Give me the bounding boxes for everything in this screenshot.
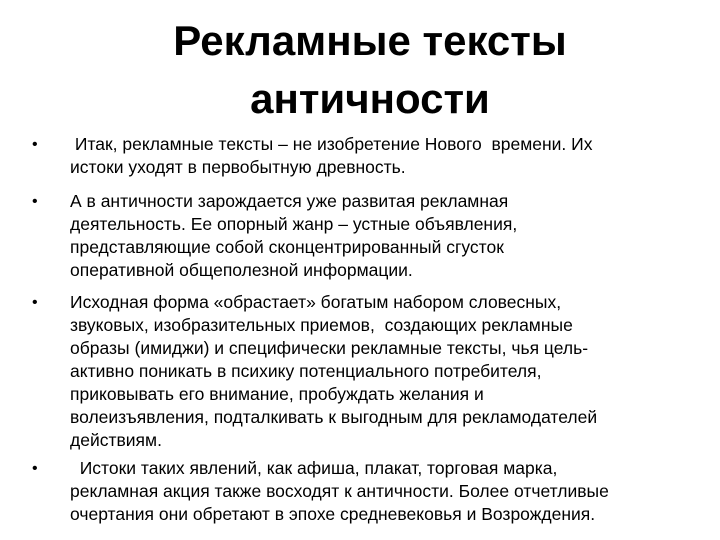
bullet-text <box>70 291 700 452</box>
bullet-text-line: приковывать его внимание, пробуждать желания и <box>70 384 484 404</box>
bullet-text <box>70 190 700 282</box>
bullet-text-line: звуковых, изобразительных приемов, создающих рекламные <box>70 315 573 335</box>
bullet-text-line: Итак, рекламные тексты – не изобретение Нового времени. Их <box>70 134 593 154</box>
slide-title <box>90 12 650 128</box>
bullet-text-line: Исходная форма «обрастает» богатым набором словесных, <box>70 292 562 312</box>
bullet-text-line: оперативной общеполезной информации. <box>70 260 413 280</box>
slide-title-line-2: античности <box>250 75 490 122</box>
bullet-text <box>70 457 700 526</box>
bullet-text-line: рекламная акция также восходят к античности. Более отчетливые <box>70 481 609 501</box>
bullet-text-line: деятельность. Ее опорный жанр – устные объявления, <box>70 214 518 234</box>
bullet-dot-icon: • <box>32 136 38 153</box>
bullet-text-line: А в античности зарождается уже развитая рекламная <box>70 191 509 211</box>
bullet-text-line: представляющие собой сконцентрированный сгусток <box>70 237 504 257</box>
bullet-text-line: истоки уходят в первобытную древность. <box>70 157 406 177</box>
slide-title-line-1: Рекламные тексты <box>173 17 567 64</box>
bullet-text-line: очертания они обретают в эпохе средневековья и Возрождения. <box>70 504 596 524</box>
bullet-text-line: волеизъявления, подталкивать к выгодным для рекламодателей <box>70 407 598 427</box>
bullet-text-line: активно поникать в психику потенциального потребителя, <box>70 361 542 381</box>
bullet-text-line: действиям. <box>70 430 162 450</box>
bullet-dot-icon: • <box>32 193 38 210</box>
bullet-text-line: образы (имиджи) и специфически рекламные тексты, чья цель- <box>70 338 589 358</box>
bullet-text <box>70 133 700 179</box>
bullet-dot-icon: • <box>32 294 38 311</box>
bullet-dot-icon: • <box>32 460 38 477</box>
bullet-text-line: Истоки таких явлений, как афиша, плакат, торговая марка, <box>70 458 558 478</box>
